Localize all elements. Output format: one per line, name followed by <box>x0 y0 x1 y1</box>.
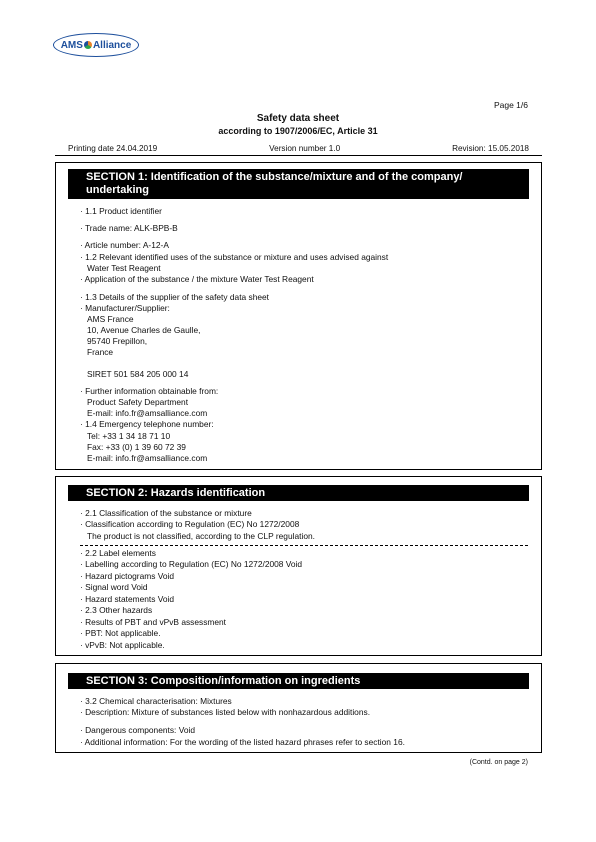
s2-line: · PBT: Not applicable. <box>80 628 161 638</box>
page-number: Page 1/6 <box>493 100 528 110</box>
header-divider <box>55 155 542 156</box>
s2-line: · 2.2 Label elements <box>80 548 156 558</box>
s1-line: Fax: +33 (0) 1 39 60 72 39 <box>87 442 186 452</box>
s1-line: SIRET 501 584 205 000 14 <box>87 369 189 379</box>
s2-line: · Labelling according to Regulation (EC) No 1272/2008 Void <box>80 559 303 569</box>
s1-line: E-mail: info.fr@amsalliance.com <box>87 408 208 418</box>
logo-text-ams: AMS <box>60 39 83 51</box>
document-meta <box>68 144 529 153</box>
s2-line: · vPvB: Not applicable. <box>80 640 165 650</box>
s2-line: · Hazard pictograms Void <box>80 571 175 581</box>
s2-line: · Signal word Void <box>80 582 148 592</box>
s1-line: 95740 Frepillon, <box>87 336 148 346</box>
s2-line: The product is not classified, according to the CLP regulation. <box>87 531 315 541</box>
s3-line: · Description: Mixture of substances listed below with nonhazardous additions. <box>80 707 371 717</box>
section-1-heading: SECTION 1: Identification of the substance/mixture and of the company/ undertaking <box>68 169 529 199</box>
s3-line: · Additional information: For the wording of the listed hazard phrases refer to section 16. <box>80 737 405 747</box>
version-number: Version number 1.0 <box>269 144 341 153</box>
logo-mark-icon <box>84 41 92 49</box>
s2-line: · Hazard statements Void <box>80 594 175 604</box>
section-3-heading: SECTION 3: Composition/information on ingredients <box>68 673 529 689</box>
s1-line: E-mail: info.fr@amsalliance.com <box>87 453 208 463</box>
s1-line: · Manufacturer/Supplier: <box>80 303 170 313</box>
s2-line: · Classification according to Regulation (EC) No 1272/2008 <box>80 519 300 529</box>
s1-line: · Trade name: ALK-BPB-B <box>80 223 178 233</box>
s1-line: Tel: +33 1 34 18 71 10 <box>87 431 171 441</box>
s2-line: · Results of PBT and vPvB assessment <box>80 617 227 627</box>
section-2-dashed-divider <box>80 545 528 546</box>
s2-line: · 2.1 Classification of the substance or mixture <box>80 508 252 518</box>
section-2-heading: SECTION 2: Hazards identification <box>68 485 529 501</box>
company-logo <box>53 33 139 57</box>
printing-date: Printing date 24.04.2019 <box>68 144 158 153</box>
s2-line: · 2.3 Other hazards <box>80 605 153 615</box>
s1-line: · Further information obtainable from: <box>80 386 219 396</box>
logo-text-alliance: Alliance <box>92 39 132 51</box>
s1-line: Water Test Reagent <box>87 263 161 273</box>
s3-line: · Dangerous components: Void <box>80 725 195 735</box>
revision-date: Revision: 15.05.2018 <box>452 144 529 153</box>
s1-line: · Article number: A-12-A <box>80 240 169 250</box>
s1-line: · Application of the substance / the mixture Water Test Reagent <box>80 274 314 284</box>
s1-line: · 1.4 Emergency telephone number: <box>80 419 214 429</box>
continued-note: (Contd. on page 2) <box>469 759 528 766</box>
s1-line: France <box>87 347 114 357</box>
s1-line: · 1.2 Relevant identified uses of the substance or mixture and uses advised against <box>80 252 389 262</box>
document-subtitle: according to 1907/2006/EC, Article 31 <box>218 126 378 136</box>
s1-line: Product Safety Department <box>87 397 189 407</box>
s1-line: · 1.1 Product identifier <box>80 206 162 216</box>
s1-line: · 1.3 Details of the supplier of the safety data sheet <box>80 292 270 302</box>
document-title: Safety data sheet <box>256 113 340 124</box>
s3-line: · 3.2 Chemical characterisation: Mixtures <box>80 696 232 706</box>
s1-line: AMS France <box>87 314 134 324</box>
s1-line: 10, Avenue Charles de Gaulle, <box>87 325 201 335</box>
